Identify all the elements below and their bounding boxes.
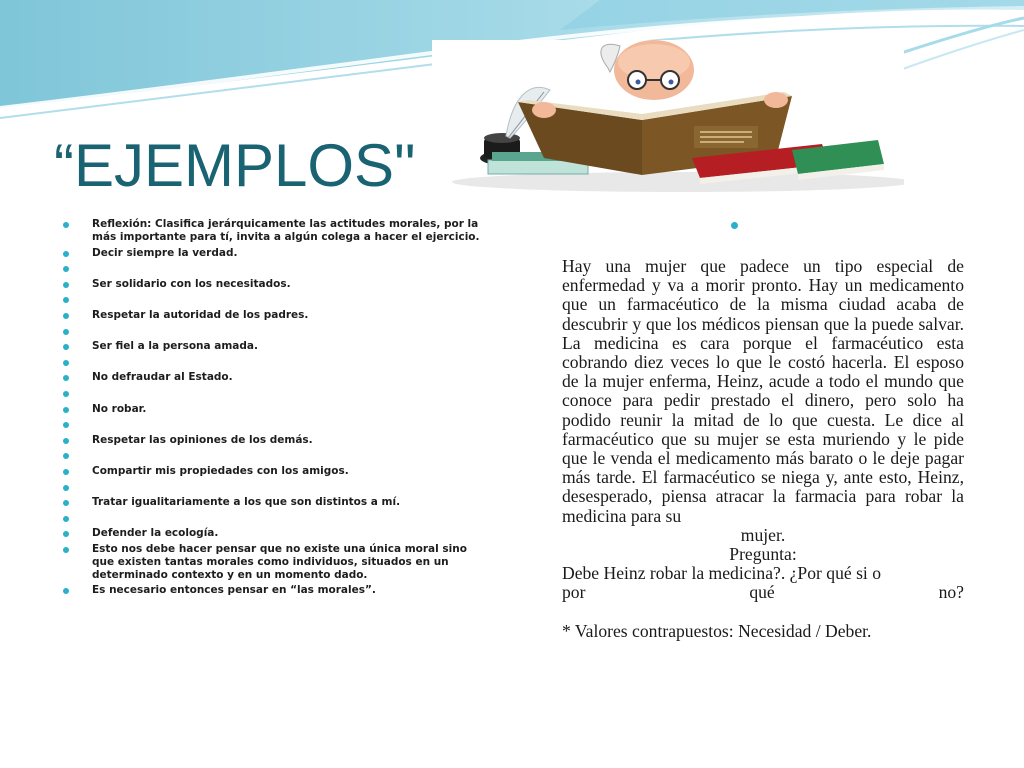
question-line-1: Debe Heinz robar la medicina?. ¿Por qué si o — [562, 563, 882, 584]
bullet-empty — [62, 325, 492, 338]
bullet-empty — [62, 449, 492, 462]
question-label: Pregunta: — [729, 544, 797, 565]
bullet-item: Respetar las opiniones de los demás. — [62, 434, 492, 447]
bullet-empty — [62, 262, 492, 275]
right-column-bullet — [731, 222, 738, 229]
story-paragraph: Hay una mujer que padece un tipo especial de enfermedad y va a morir pronto. Hay un medicamento que un farmacéutico de la misma ciudad acaba de descubrir y que los médicos piensan que la puede salvar. La medicina es cara porque el farmacéutico esta cobrando diez veces lo que le costó hacerla. El esposo de la mujer enferma, Heinz, acude a todo el mundo que conoce para pedir prestado el dinero, pero solo ha podido reunir la mitad de lo que cuesta. Le dice al farmacéutico que su mujer se esta muriendo y le pide que le venda el medicamento más barato o le deje pagar más tarde. El farmacéutico se niega y, ante esto, Heinz, desesperado, piensa atracar la farmacia para robar la medicina para su — [562, 256, 964, 526]
bullet-item: Decir siempre la verdad. — [62, 247, 492, 260]
slide-title: “EJEMPLOS" — [54, 132, 416, 199]
bullet-conclusion: Esto nos debe hacer pensar que no existe una única moral sino que existen tantas morales como individuos, situados en un determinado contexto y en un momento dado. — [62, 543, 492, 582]
bullet-item: Compartir mis propiedades con los amigos. — [62, 465, 492, 478]
bullet-item: Ser fiel a la persona amada. — [62, 340, 492, 353]
bullet-item: Respetar la autoridad de los padres. — [62, 309, 492, 322]
bullet-item: Defender la ecología. — [62, 527, 492, 540]
bullet-empty — [62, 512, 492, 525]
bullet-item: No robar. — [62, 403, 492, 416]
bullet-item: Tratar igualitariamente a los que son distintos a mí. — [62, 496, 492, 509]
question-line-2: por qué no? — [562, 582, 964, 603]
bullet-empty — [62, 387, 492, 400]
heinz-dilemma-text — [562, 257, 964, 641]
story-paragraph-end: mujer. — [740, 524, 786, 545]
bullet-reflexion: Reflexión: Clasifica jerárquicamente las actitudes morales, por la más importante para tí, invita a algún colega a hacer el ejercicio. — [62, 218, 492, 244]
bullet-item: Ser solidario con los necesitados. — [62, 278, 492, 291]
bullet-list — [62, 218, 492, 600]
bullet-empty — [62, 356, 492, 369]
bullet-empty — [62, 293, 492, 306]
bullet-item: No defraudar al Estado. — [62, 371, 492, 384]
values-note: * Valores contrapuestos: Necesidad / Deber. — [562, 620, 872, 641]
bullet-empty — [62, 418, 492, 431]
bullet-empty — [62, 481, 492, 494]
reading-scholar-illustration — [432, 40, 904, 200]
bullet-conclusion: Es necesario entonces pensar en “las morales”. — [62, 584, 492, 597]
